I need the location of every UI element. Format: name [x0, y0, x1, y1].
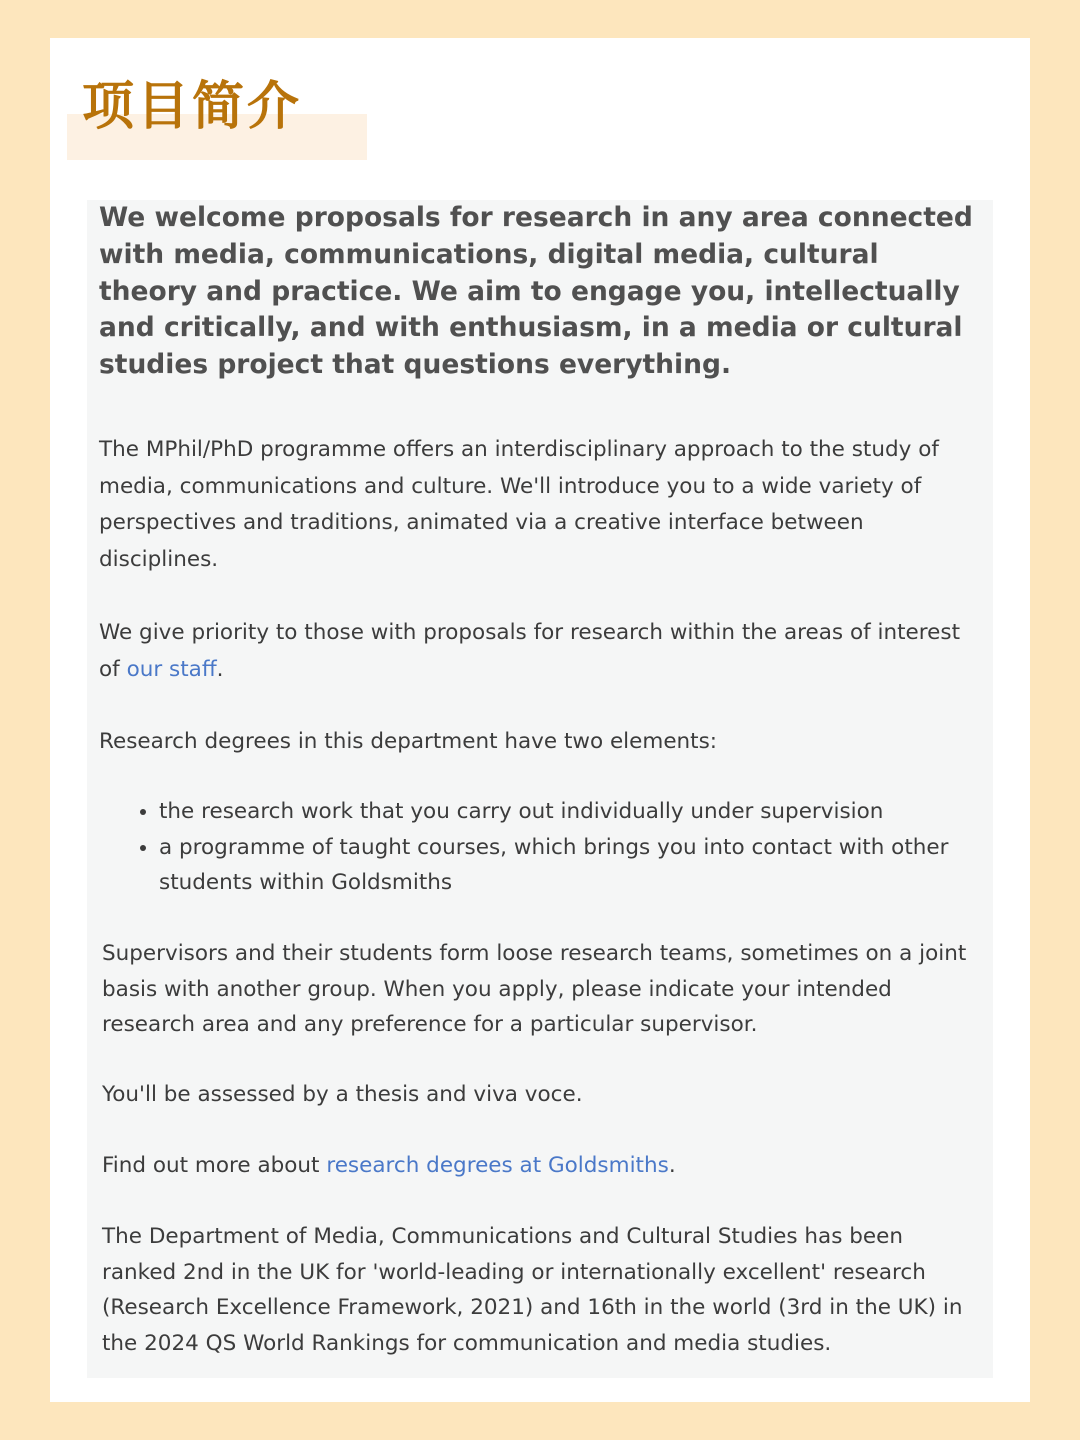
programme-paragraph: The MPhil/PhD programme offers an interdisciplinary approach to the study of media, communications and culture. We'll introduce you to a wide variety of perspectives and traditions, animated via a creative interface between disciplines. [99, 437, 939, 573]
page-title: 项目简介 [82, 77, 303, 137]
ranking-paragraph: The Department of Media, Communications and Cultural Studies has been ranked 2nd in the UK for 'world-leading or internationally excellent' research (Research Excellence Framework, 2021) and 16th in the world (3rd in the UK) in the 2024 QS World Rankings for communication and media studies. [102, 1224, 963, 1356]
elements-intro: Research degrees in this department have two elements: [99, 729, 718, 754]
list-item: • a programme of taught courses, which brings you into contact with other students within Goldsmiths [159, 830, 993, 901]
our-staff-link[interactable]: our staff [126, 656, 217, 682]
webpage-screenshot [87, 200, 993, 1378]
priority-text: We give priority to those with proposals for research within the areas of interest of [99, 620, 961, 682]
assessment-paragraph: You'll be assessed by a thesis and viva voce. [102, 1082, 583, 1107]
content-card [50, 38, 1030, 1402]
elements-list [137, 794, 993, 901]
research-degrees-link[interactable]: research degrees at Goldsmiths [326, 1153, 669, 1178]
priority-period: . [216, 656, 224, 682]
intro-lead-text: We welcome proposals for research in any area connected with media, communications, digital media, cultural theory and practice. We aim to engage you, intellectually and critically, and with enthusiasm, in a media or cultural studies project that questions everything. [99, 202, 973, 381]
list-item: • the research work that you carry out individually under supervision [159, 794, 993, 830]
priority-paragraph [99, 615, 979, 688]
find-out-paragraph [102, 1148, 982, 1184]
find-out-period: . [668, 1153, 676, 1178]
find-out-text: Find out more about [102, 1153, 327, 1178]
supervisors-paragraph: Supervisors and their students form loose research teams, sometimes on a joint basis with another group. When you apply, please indicate your intended research area and any preference for a particular supervisor. [102, 941, 967, 1037]
